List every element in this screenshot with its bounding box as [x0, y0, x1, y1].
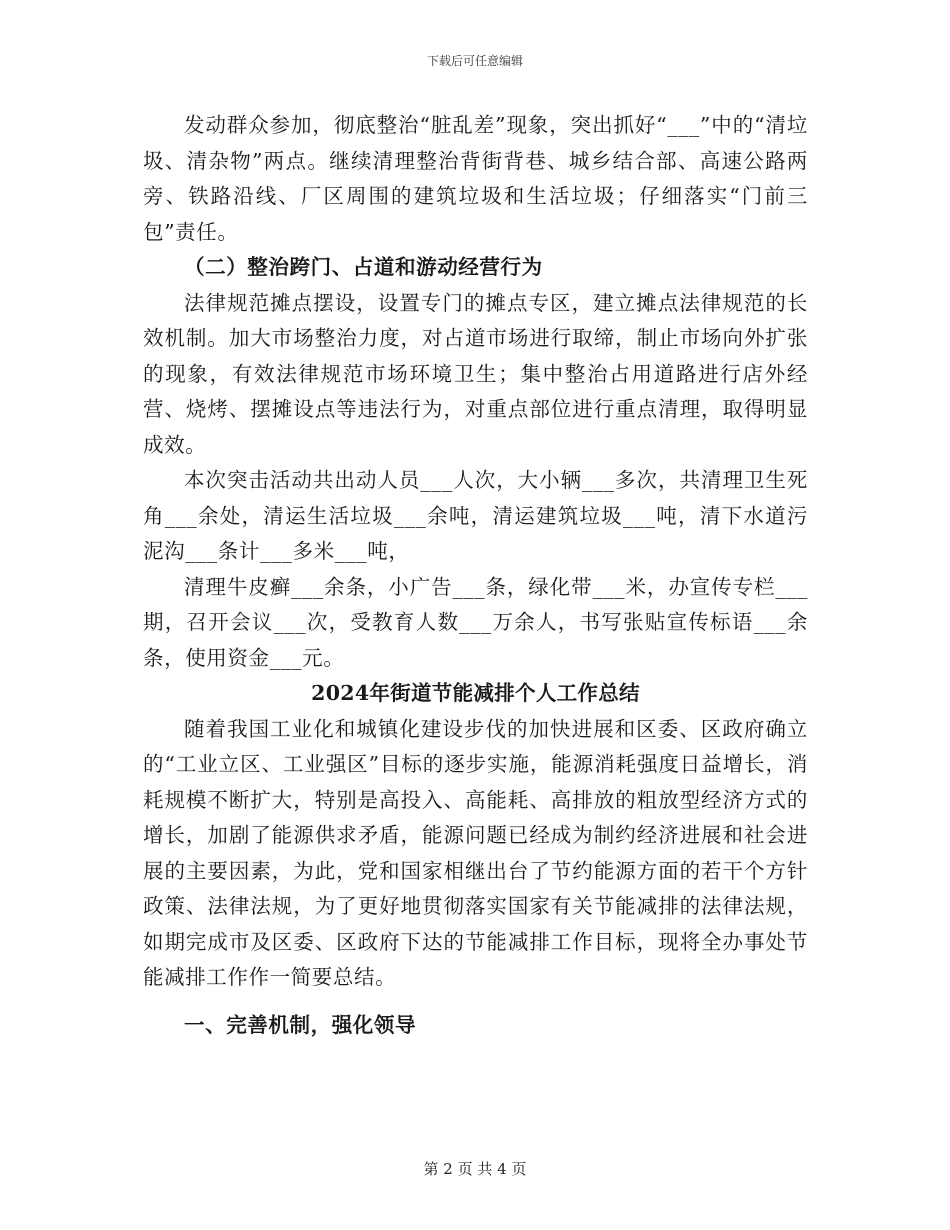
paragraph-continuation: 发动群众参加，彻底整治“脏乱差”现象，突出抓好“___”中的“清垃圾、清杂物”两点。继续清理整治背街背巷、城乡结合部、高速公路两旁、铁路沿线、厂区周围的建筑垃圾和生活垃圾；仔细落实“门前三包”责任。 — [143, 113, 808, 244]
document-title: 2024年街道节能减排个人工作总结 — [311, 681, 640, 705]
section-heading-1: 一、完善机制，强化领导 — [184, 1012, 417, 1037]
paragraph-cleanup-stats: 清理牛皮癣___余条，小广告___条，绿化带___米，办宣传专栏___期，召开会议___次，受教育人数___万余人，书写张贴宣传标语___余条，使用资金___元。 — [143, 574, 808, 670]
document-body — [143, 108, 808, 1043]
paragraph-activity-stats: 本次突击活动共出动人员___人次，大小辆___多次，共清理卫生死角___余处，清运生活垃圾___余吨，清运建筑垃圾___吨，清下水道污泥沟___条计___多米___吨， — [143, 468, 808, 563]
paragraph-introduction: 随着我国工业化和城镇化建设步伐的加快进展和区委、区政府确立的“工业立区、工业强区”目标的逐步实施，能源消耗强度日益增长，消耗规模不断扩大，特别是高投入、高能耗、高排放的粗放型经济方式的增长，加剧了能源供求矛盾，能源问题已经成为制约经济进展和社会进展的主要因素，为此，党和国家相继出台了节约能源方面的若干个方针政策、法律法规，为了更好地贯彻落实国家有关节能减排的法律法规，如期完成市及区委、区政府下达的节能减排工作目标，现将全办事处节能减排工作作一简要总结。 — [143, 716, 808, 989]
subheading-2: （二）整治跨门、占道和游动经营行为 — [184, 255, 543, 279]
page-header: 下载后可任意编辑 — [426, 54, 523, 68]
paragraph-stall-regulation: 法律规范摊点摆设，设置专门的摊点专区，建立摊点法律规范的长效机制。加大市场整治力度，对占道市场进行取缔，制止市场向外扩张的现象，有效法律规范市场环境卫生；集中整治占用道路进行店外经营、烧烤、摆摊设点等违法行为，对重点部位进行重点清理，取得明显成效。 — [143, 290, 808, 457]
page-number: 第 2 页 共 4 页 — [423, 1160, 527, 1178]
